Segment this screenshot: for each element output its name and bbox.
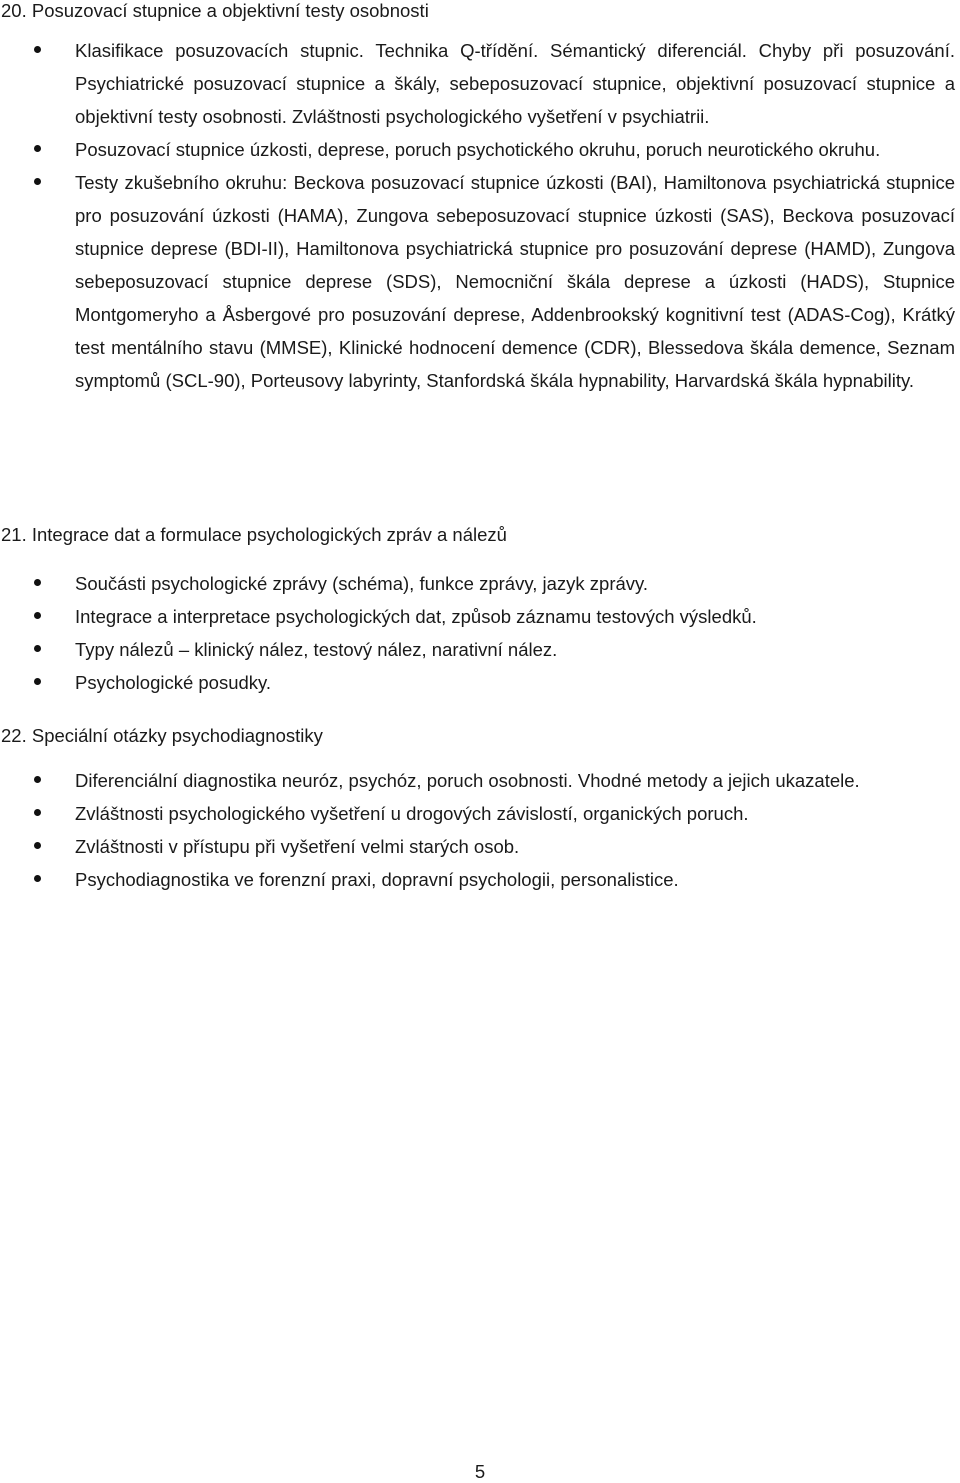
bullet-icon	[34, 809, 41, 816]
bullet-icon	[34, 612, 41, 619]
list-item-text: Klasifikace posuzovacích stupnic. Technika Q-třídění. Sémantický diferenciál. Chyby při posuzování. Psychiatrické posuzovací stupnice a škály, sebeposuzovací stupnice, objektivní posuzovací stupnice a objektivní testy osobnosti. Zvláštnosti psychologického vyšetření v psychiatrii.	[75, 40, 955, 127]
bullet-list	[0, 567, 960, 699]
list-item	[0, 633, 960, 666]
section-21	[0, 524, 960, 699]
list-item	[0, 600, 960, 633]
bullet-list	[0, 34, 960, 397]
bullet-icon	[34, 875, 41, 882]
list-item	[0, 797, 960, 830]
page-number: 5	[474, 1461, 486, 1482]
section-22	[0, 725, 960, 896]
list-item-text: Integrace a interpretace psychologických dat, způsob záznamu testových výsledků.	[75, 606, 757, 627]
list-item-text: Posuzovací stupnice úzkosti, deprese, poruch psychotického okruhu, poruch neurotického okruhu.	[75, 139, 881, 160]
list-item	[0, 666, 960, 699]
list-item	[0, 34, 960, 133]
list-item-text: Zvláštnosti v přístupu při vyšetření velmi starých osob.	[75, 836, 520, 857]
list-item-text: Součásti psychologické zprávy (schéma), funkce zprávy, jazyk zprávy.	[75, 573, 649, 594]
bullet-icon	[34, 645, 41, 652]
section-heading: 21. Integrace dat a formulace psychologických zpráv a nálezů	[1, 524, 507, 545]
bullet-icon	[34, 178, 41, 185]
list-item	[0, 567, 960, 600]
list-item-text: Testy zkušebního okruhu: Beckova posuzovací stupnice úzkosti (BAI), Hamiltonova psychiatrická stupnice pro posuzování úzkosti (HAMA), Zungova sebeposuzovací stupnice úzkosti (SAS), Beckova posuzovací stupnice deprese (BDI-II), Hamiltonova psychiatrická stupnice pro posuzování deprese (HAMD), Zungova sebeposuzovací stupnice deprese (SDS), Nemocniční škála deprese a úzkosti (HADS), Stupnice Montgomeryho a Åsbergové pro posuzování deprese, Addenbrookský kognitivní test (ADAS-Cog), Krátký test mentálního stavu (MMSE), Klinické hodnocení demence (CDR), Blessedova škála demence, Seznam symptomů (SCL-90), Porteusovy labyrinty, Stanfordská škála hypnability, Harvardská škála hypnability.	[75, 172, 955, 391]
list-item-text: Psychodiagnostika ve forenzní praxi, dopravní psychologii, personalistice.	[75, 869, 679, 890]
list-item	[0, 863, 960, 896]
bullet-icon	[34, 776, 41, 783]
list-item	[0, 133, 960, 166]
bullet-list	[0, 764, 960, 896]
bullet-icon	[34, 145, 41, 152]
section-heading: 20. Posuzovací stupnice a objektivní testy osobnosti	[1, 0, 429, 21]
list-item	[0, 764, 960, 797]
list-item-text: Typy nálezů – klinický nález, testový nález, narativní nález.	[75, 639, 558, 660]
list-item	[0, 166, 960, 397]
list-item	[0, 830, 960, 863]
list-item-text: Diferenciální diagnostika neuróz, psychóz, poruch osobnosti. Vhodné metody a jejich ukazatele.	[75, 770, 860, 791]
list-item-text: Zvláštnosti psychologického vyšetření u drogových závislostí, organických poruch.	[75, 803, 749, 824]
section-20	[0, 0, 960, 397]
bullet-icon	[34, 46, 41, 53]
bullet-icon	[34, 678, 41, 685]
list-item-text: Psychologické posudky.	[75, 672, 272, 693]
bullet-icon	[34, 579, 41, 586]
section-heading: 22. Speciální otázky psychodiagnostiky	[1, 725, 323, 746]
bullet-icon	[34, 842, 41, 849]
